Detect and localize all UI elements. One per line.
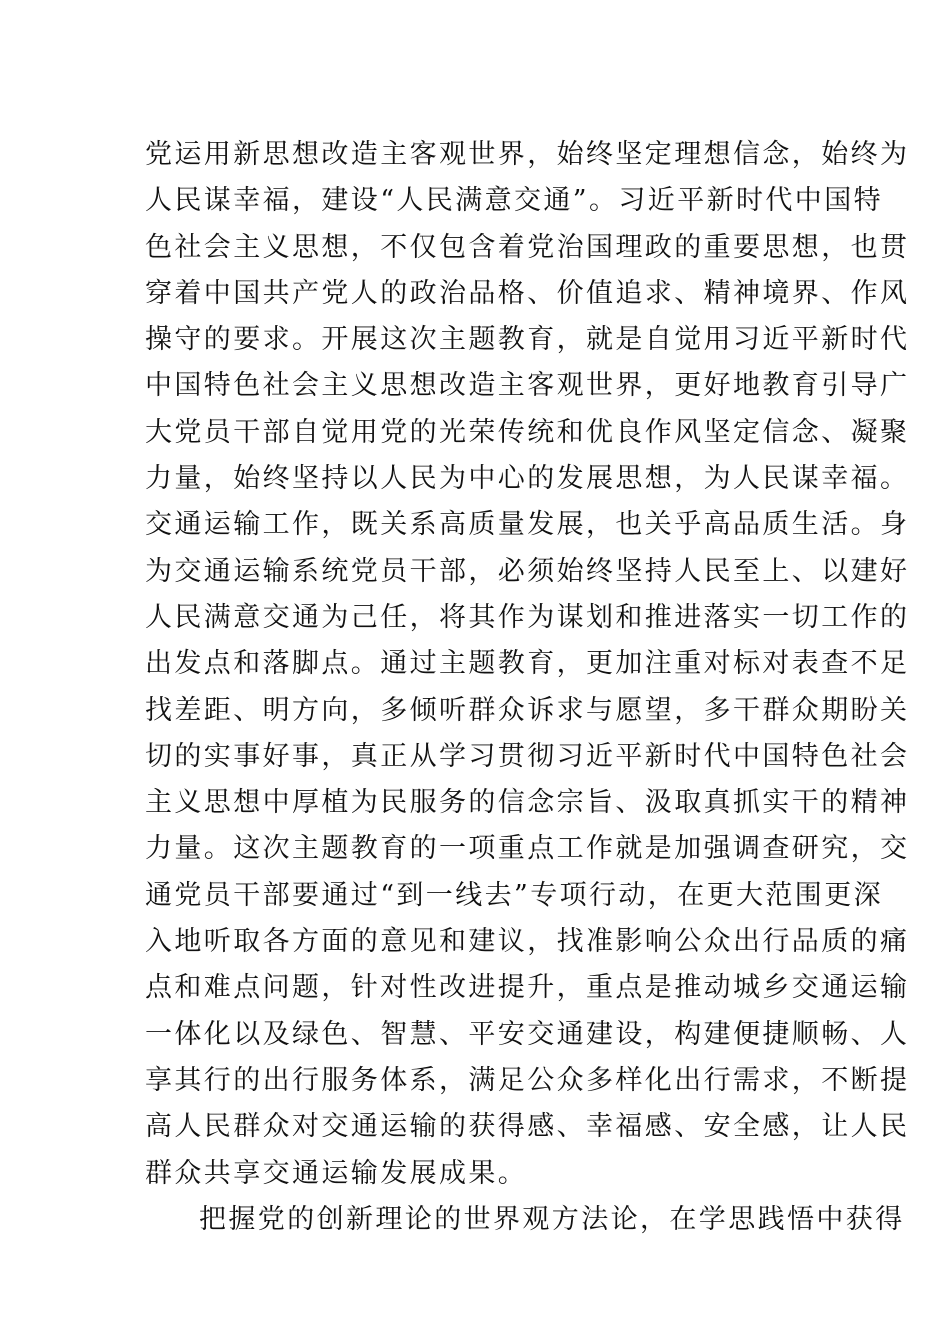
text-line: 高人民群众对交通运输的获得感、幸福感、安全感，让人民 — [145, 1111, 910, 1143]
document-body — [145, 132, 910, 1243]
text-line: 享其行的出行服务体系，满足公众多样化出行需求，不断提 — [145, 1064, 910, 1096]
text-line: 群众共享交通运输发展成果。 — [145, 1157, 528, 1189]
text-line: 穿着中国共产党人的政治品格、价值追求、精神境界、作风 — [145, 277, 910, 309]
text-line: 把握党的创新理论的世界观方法论，在学思践悟中获得 — [199, 1203, 905, 1235]
text-line: 力量。这次主题教育的一项重点工作就是加强调查研究，交 — [145, 833, 910, 865]
paragraph-2 — [145, 1197, 905, 1243]
text-line: 一体化以及绿色、智慧、平安交通建设，构建便捷顺畅、人 — [145, 1018, 910, 1050]
text-line: 大党员干部自觉用党的光荣传统和优良作风坚定信念、凝聚 — [145, 416, 910, 448]
text-line: 中国特色社会主义思想改造主客观世界，更好地教育引导广 — [145, 370, 910, 402]
text-line: 交通运输工作，既关系高质量发展，也关乎高品质生活。身 — [145, 509, 910, 541]
text-line: 人民谋幸福，建设“人民满意交通”。习近平新时代中国特 — [145, 185, 884, 217]
text-line: 力量，始终坚持以人民为中心的发展思想，为人民谋幸福。 — [145, 463, 910, 495]
text-line: 人民满意交通为己任，将其作为谋划和推进落实一切工作的 — [145, 601, 910, 633]
text-line: 色社会主义思想，不仅包含着党治国理政的重要思想，也贯 — [145, 231, 910, 263]
text-line: 主义思想中厚植为民服务的信念宗旨、汲取真抓实干的精神 — [145, 787, 910, 819]
text-line: 切的实事好事，真正从学习贯彻习近平新时代中国特色社会 — [145, 740, 910, 772]
text-line: 操守的要求。开展这次主题教育，就是自觉用习近平新时代 — [145, 324, 910, 356]
text-line: 入地听取各方面的意见和建议，找准影响公众出行品质的痛 — [145, 926, 910, 958]
text-line: 找差距、明方向，多倾听群众诉求与愿望，多干群众期盼关 — [145, 694, 910, 726]
text-line: 点和难点问题，针对性改进提升，重点是推动城乡交通运输 — [145, 972, 910, 1004]
text-line: 出发点和落脚点。通过主题教育，更加注重对标对表查不足 — [145, 648, 910, 680]
text-line: 为交通运输系统党员干部，必须始终坚持人民至上、以建好 — [145, 555, 910, 587]
text-line: 通党员干部要通过“到一线去”专项行动，在更大范围更深 — [145, 879, 884, 911]
text-line: 党运用新思想改造主客观世界，始终坚定理想信念，始终为 — [145, 139, 910, 170]
paragraph-1 — [145, 132, 910, 1197]
